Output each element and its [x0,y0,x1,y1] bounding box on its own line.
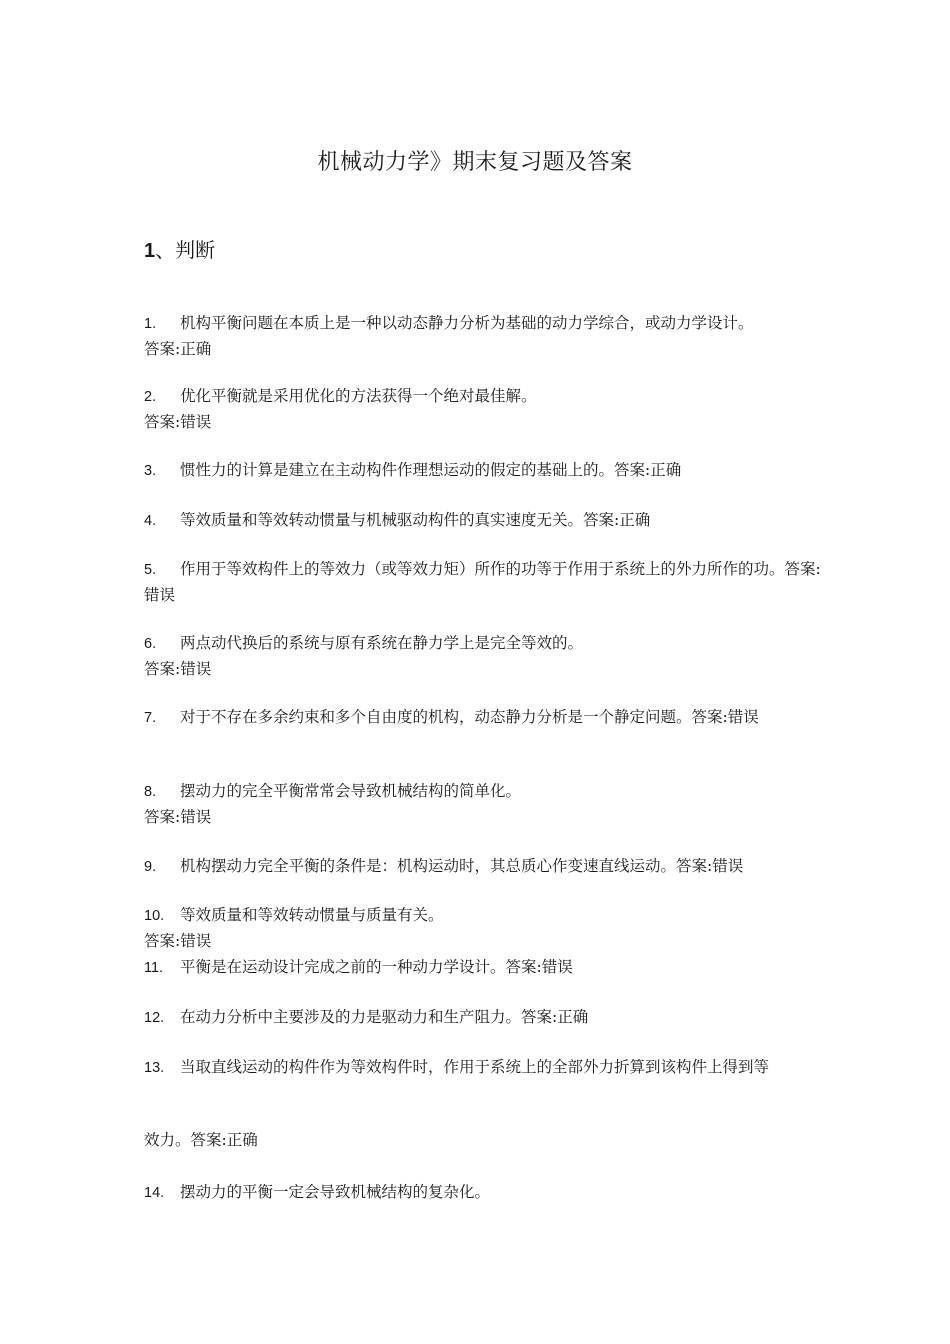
question-text-continued: 效力。 [144,1131,191,1149]
question-number: 13. [144,1060,165,1076]
question-number: 8. [144,784,157,800]
question-item [144,955,824,981]
question-item [144,903,824,953]
question-continuation [144,1128,824,1153]
question-item [144,854,824,880]
question-item [144,1005,824,1031]
question-text: 当取直线运动的构件作为等效构件时，作用于系统上的全部外力折算到该构件上得到等 [180,1058,770,1076]
question-number: 12. [144,1010,165,1026]
question-text: 机构摆动力完全平衡的条件是：机构运动时，其总质心作变速直线运动。 [180,857,677,875]
question-item [144,384,824,434]
question-item [144,1055,824,1081]
question-answer: 答案:正确 [614,461,682,479]
document-title: 机械动力学》期末复习题及答案 [317,150,633,175]
question-item [144,705,824,731]
question-item [144,458,824,484]
question-answer: 答案:正确 [583,511,651,529]
question-text: 对于不存在多余约束和多个自由度的机构，动态静力分析是一个静定问题。 [180,708,692,726]
question-number: 1. [144,316,157,332]
question-text: 摆动力的完全平衡常常会导致机械结构的简单化。 [180,782,522,800]
question-answer: 答案:错误 [691,708,759,726]
question-answer: 答案:错误 [505,958,573,976]
question-text: 机构平衡问题在本质上是一种以动态静力分析为基础的动力学综合，或动力学设计。 [180,314,754,332]
question-number: 6. [144,636,157,652]
question-text: 惯性力的计算是建立在主动构件作理想运动的假定的基础上的。 [180,461,615,479]
question-number: 11. [144,960,164,976]
question-number: 10. [144,908,165,924]
question-answer: 答案:错误 [676,857,744,875]
question-item [144,779,824,829]
question-text: 等效质量和等效转动惯量与机械驱动构件的真实速度无关。 [180,511,584,529]
section-label: 、判断 [155,238,216,262]
question-answer: 答案:错误 [144,560,821,604]
question-item [144,508,824,534]
question-item [144,631,824,681]
question-number: 14. [144,1185,165,1201]
question-text: 优化平衡就是采用优化的方法获得一个绝对最佳解。 [180,387,537,405]
question-number: 3. [144,463,157,479]
question-number: 2. [144,389,157,405]
question-text: 作用于等效构件上的等效力（或等效力矩）所作的功等于作用于系统上的外力所作的功。 [180,560,785,578]
question-answer: 答案:错误 [144,807,212,826]
question-text: 在动力分析中主要涉及的力是驱动力和生产阻力。 [180,1008,522,1026]
section-number: 1 [144,240,156,262]
question-number: 9. [144,859,157,875]
section-heading [144,236,215,265]
question-answer: 答案:正确 [190,1131,258,1149]
question-text: 两点动代换后的系统与原有系统在静力学上是完全等效的。 [180,634,584,652]
question-answer: 答案:正确 [144,339,212,358]
question-text: 摆动力的平衡一定会导致机械结构的复杂化。 [180,1183,491,1201]
question-number: 7. [144,710,157,726]
question-item [144,557,824,607]
question-text: 等效质量和等效转动惯量与质量有关。 [180,906,444,924]
question-answer: 答案:正确 [521,1008,589,1026]
question-number: 5. [144,562,157,578]
question-answer: 答案:错误 [144,659,212,678]
question-text: 平衡是在运动设计完成之前的一种动力学设计。 [180,958,506,976]
question-number: 4. [144,513,157,529]
question-answer: 答案:错误 [144,412,212,431]
question-item [144,1180,824,1206]
question-answer: 答案:错误 [144,931,212,950]
question-item [144,311,824,361]
